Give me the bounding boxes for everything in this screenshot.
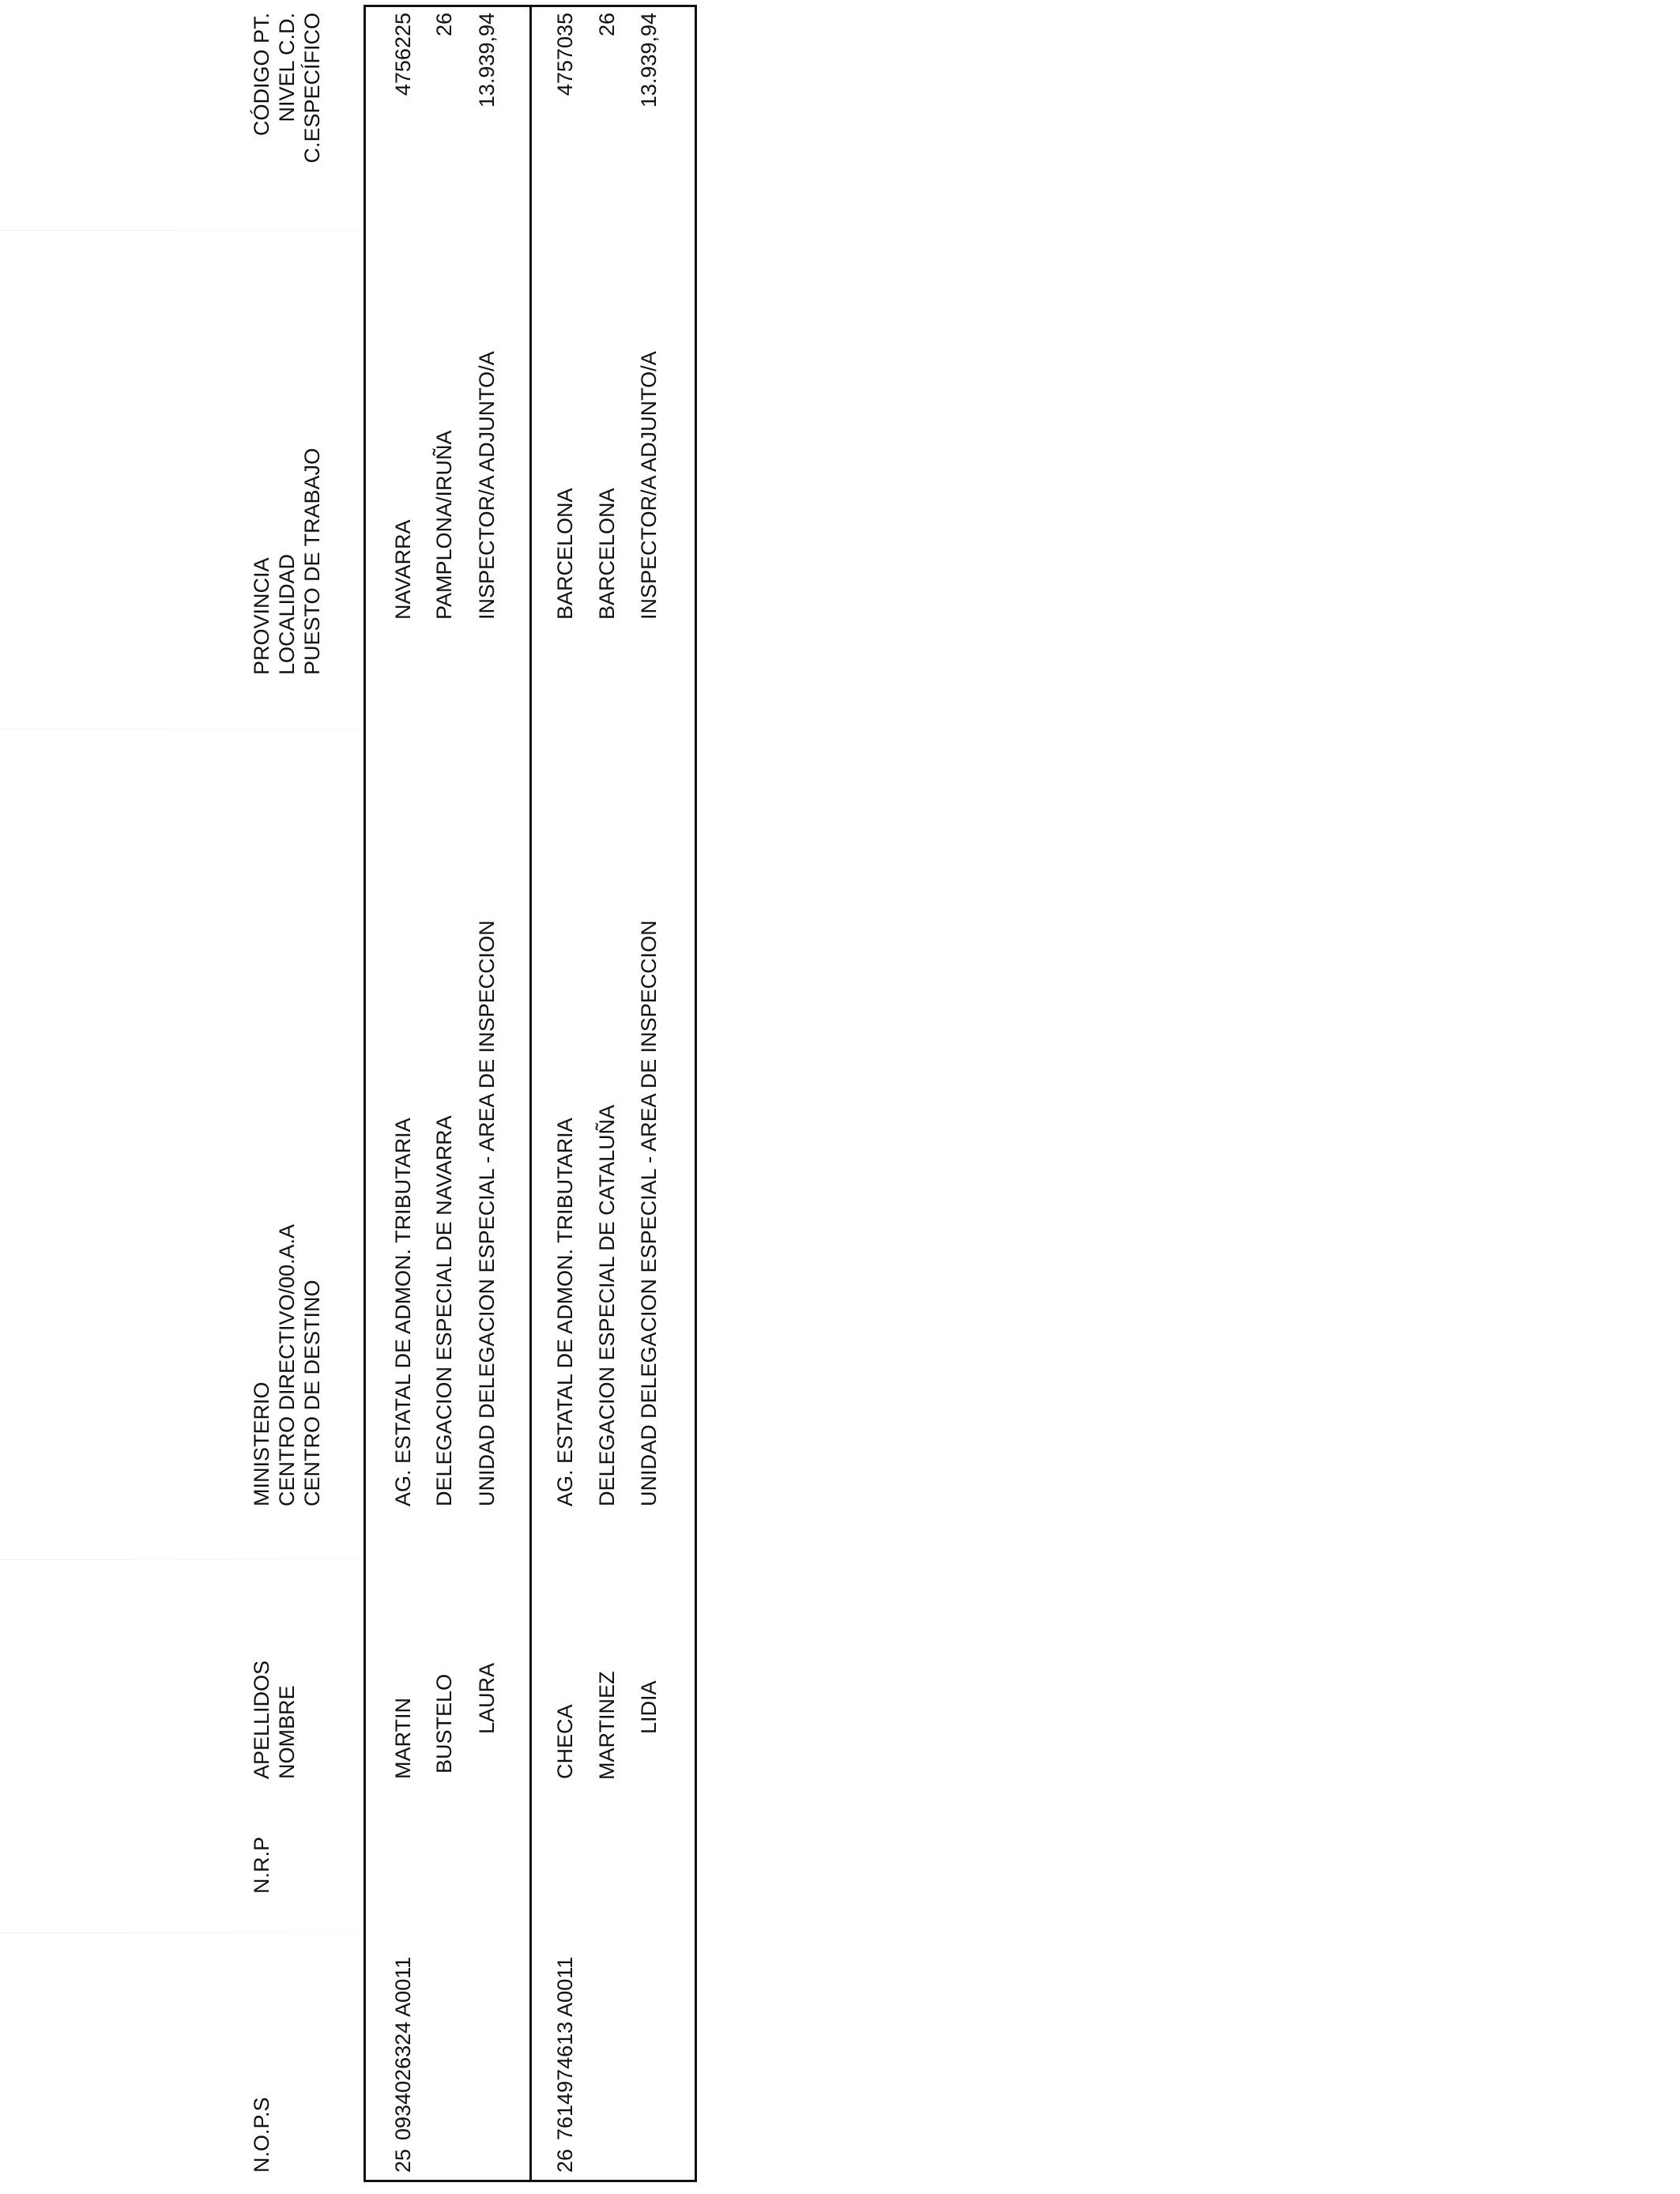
row-ministerio: AG. ESTATAL DE ADMON. TRIBUTARIA xyxy=(391,1118,415,1506)
row-nombre: LAURA xyxy=(475,1662,499,1734)
row-apellido-1: MARTIN xyxy=(391,1697,415,1779)
row-especifico: 13.939,94 xyxy=(475,13,499,108)
row-codigo: 4756225 xyxy=(391,13,415,96)
header-especifico: C.ESPECÍFICO xyxy=(300,13,324,164)
header-nombre: NOMBRE xyxy=(275,1685,299,1779)
header-apellidos: APELLIDOS xyxy=(250,1660,273,1779)
row-puesto: INSPECTOR/A ADJUNTO/A xyxy=(475,351,499,620)
row-provincia: BARCELONA xyxy=(553,488,577,620)
row-centro-destino: UNIDAD DELEGACION ESPECIAL - AREA DE INSPECCION xyxy=(475,920,499,1506)
row-apellido-2: MARTINEZ xyxy=(595,1671,619,1780)
header-codigo: CÓDIGO PT. xyxy=(250,13,273,137)
header-ministerio: MINISTERIO xyxy=(250,1382,273,1506)
row-apellido-1: CHECA xyxy=(553,1704,577,1779)
row-nivel: 26 xyxy=(432,13,456,37)
header-centro-destino: CENTRO DE DESTINO xyxy=(300,1280,324,1506)
row-nivel: 26 xyxy=(595,13,619,37)
column-separator xyxy=(0,1559,363,1560)
row-puesto: INSPECTOR/A ADJUNTO/A xyxy=(637,351,661,620)
row-nrp: 0934026324 A0011 xyxy=(391,1956,415,2140)
row-localidad: BARCELONA xyxy=(595,488,619,620)
row-nrp: 7614974613 A0011 xyxy=(553,1956,577,2140)
row-codigo: 4757035 xyxy=(553,13,577,96)
row-apellido-2: BUSTELO xyxy=(432,1673,456,1774)
header-nops: N.O.P.S xyxy=(250,2097,273,2173)
row-ministerio: AG. ESTATAL DE ADMON. TRIBUTARIA xyxy=(553,1118,577,1506)
header-puesto: PUESTO DE TRABAJO xyxy=(300,447,324,675)
row-nops: 25 xyxy=(391,2148,415,2173)
row-nops: 26 xyxy=(553,2148,577,2173)
row-especifico: 13.939,94 xyxy=(637,13,661,108)
row-divider xyxy=(529,5,532,2182)
header-nrp: N.R.P xyxy=(250,1836,273,1894)
row-nombre: LIDIA xyxy=(637,1680,661,1734)
header-provincia: PROVINCIA xyxy=(250,557,273,675)
row-centro-directivo: DELEGACION ESPECIAL DE CATALUÑA xyxy=(595,1104,619,1506)
row-centro-directivo: DELEGACION ESPECIAL DE NAVARRA xyxy=(432,1115,456,1506)
column-separator xyxy=(0,1932,363,1933)
header-nivel: NIVEL C.D. xyxy=(275,13,299,123)
header-centro-directivo: CENTRO DIRECTIVO/00.A.A xyxy=(275,1223,299,1506)
row-localidad: PAMPLONA/IRUÑA xyxy=(432,430,456,620)
row-centro-destino: UNIDAD DELEGACION ESPECIAL - AREA DE INSPECCION xyxy=(637,920,661,1506)
row-provincia: NAVARRA xyxy=(391,519,415,620)
header-localidad: LOCALIDAD xyxy=(275,553,299,675)
